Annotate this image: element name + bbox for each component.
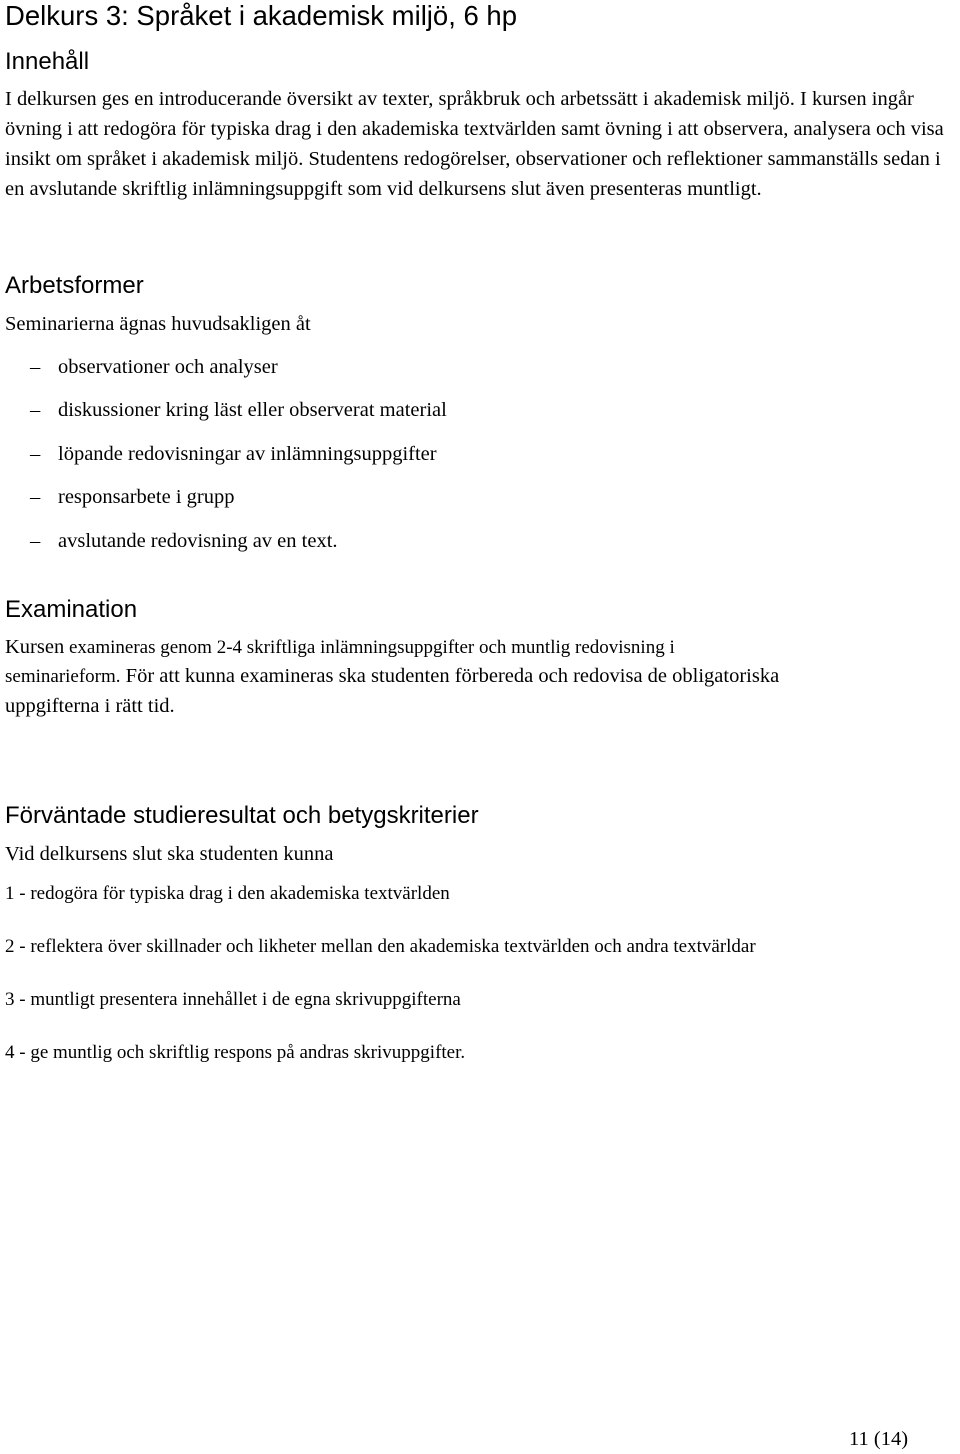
list-item-text: löpande redovisningar av inlämningsuppgifter <box>58 443 437 465</box>
page-number: 11 (14) <box>849 1428 909 1450</box>
dash-bullet-icon: – <box>30 443 41 465</box>
list-item <box>30 526 338 556</box>
examination-line-2-start: seminarieform. <box>5 666 121 687</box>
list-item-text: observationer och analyser <box>58 356 278 378</box>
dash-bullet-icon: – <box>30 399 41 421</box>
section-heading-work-forms: Arbetsformer <box>5 272 144 299</box>
list-item-text: responsarbete i grupp <box>58 486 235 508</box>
list-item-text: avslutande redovisning av en text. <box>58 530 338 552</box>
outcomes-intro: Vid delkursens slut ska studenten kunna <box>5 843 334 865</box>
examination-line-3: uppgifterna i rätt tid. <box>5 695 175 717</box>
examination-line-1-text: examineras genom 2-4 skriftliga inlämningsuppgifter och muntlig redovisning i <box>64 637 675 658</box>
dash-bullet-icon: – <box>30 356 41 378</box>
dash-bullet-icon: – <box>30 486 41 508</box>
list-item <box>30 439 437 469</box>
examination-line-1 <box>5 632 675 663</box>
section-heading-outcomes: Förväntade studieresultat och betygskriterier <box>5 802 479 829</box>
work-forms-intro: Seminarierna ägnas huvudsakligen åt <box>5 313 311 335</box>
outcome-item: 1 - redogöra för typiska drag i den akademiska textvärlden <box>5 883 450 904</box>
examination-line-2-text: För att kunna examineras ska studenten förbereda och redovisa de obligatoriska <box>120 665 780 687</box>
page-title: Delkurs 3: Språket i akademisk miljö, 6 hp <box>5 0 518 31</box>
section-heading-examination: Examination <box>5 596 138 623</box>
dash-bullet-icon: – <box>30 530 41 552</box>
section-heading-content: Innehåll <box>5 48 90 75</box>
list-item <box>30 395 447 425</box>
list-item-text: diskussioner kring läst eller observerat material <box>58 399 447 421</box>
list-item <box>30 482 234 512</box>
outcome-item: 4 - ge muntlig och skriftlig respons på andras skrivuppgifter. <box>5 1042 466 1063</box>
examination-line-2 <box>5 661 779 692</box>
examination-lead: Kursen <box>5 636 65 658</box>
outcome-item: 3 - muntligt presentera innehållet i de egna skrivuppgifterna <box>5 989 461 1010</box>
list-item <box>30 352 278 382</box>
outcome-item: 2 - reflektera över skillnader och likheter mellan den akademiska textvärlden och andra textvärldar <box>5 936 756 957</box>
content-paragraph: I delkursen ges en introducerande översikt av texter, språkbruk och arbetssätt i akademisk miljö. I kursen ingår övning i att redogöra för typiska drag i den akademiska textvärlden samt övning i att observera, analysera och visa insikt om språket i akademisk miljö. Studentens redogörelser, observationer och reflektioner sammanställs sedan i en avslutande skriftlig inlämningsuppgift som vid delkursens slut även presenteras muntligt. <box>5 88 944 200</box>
